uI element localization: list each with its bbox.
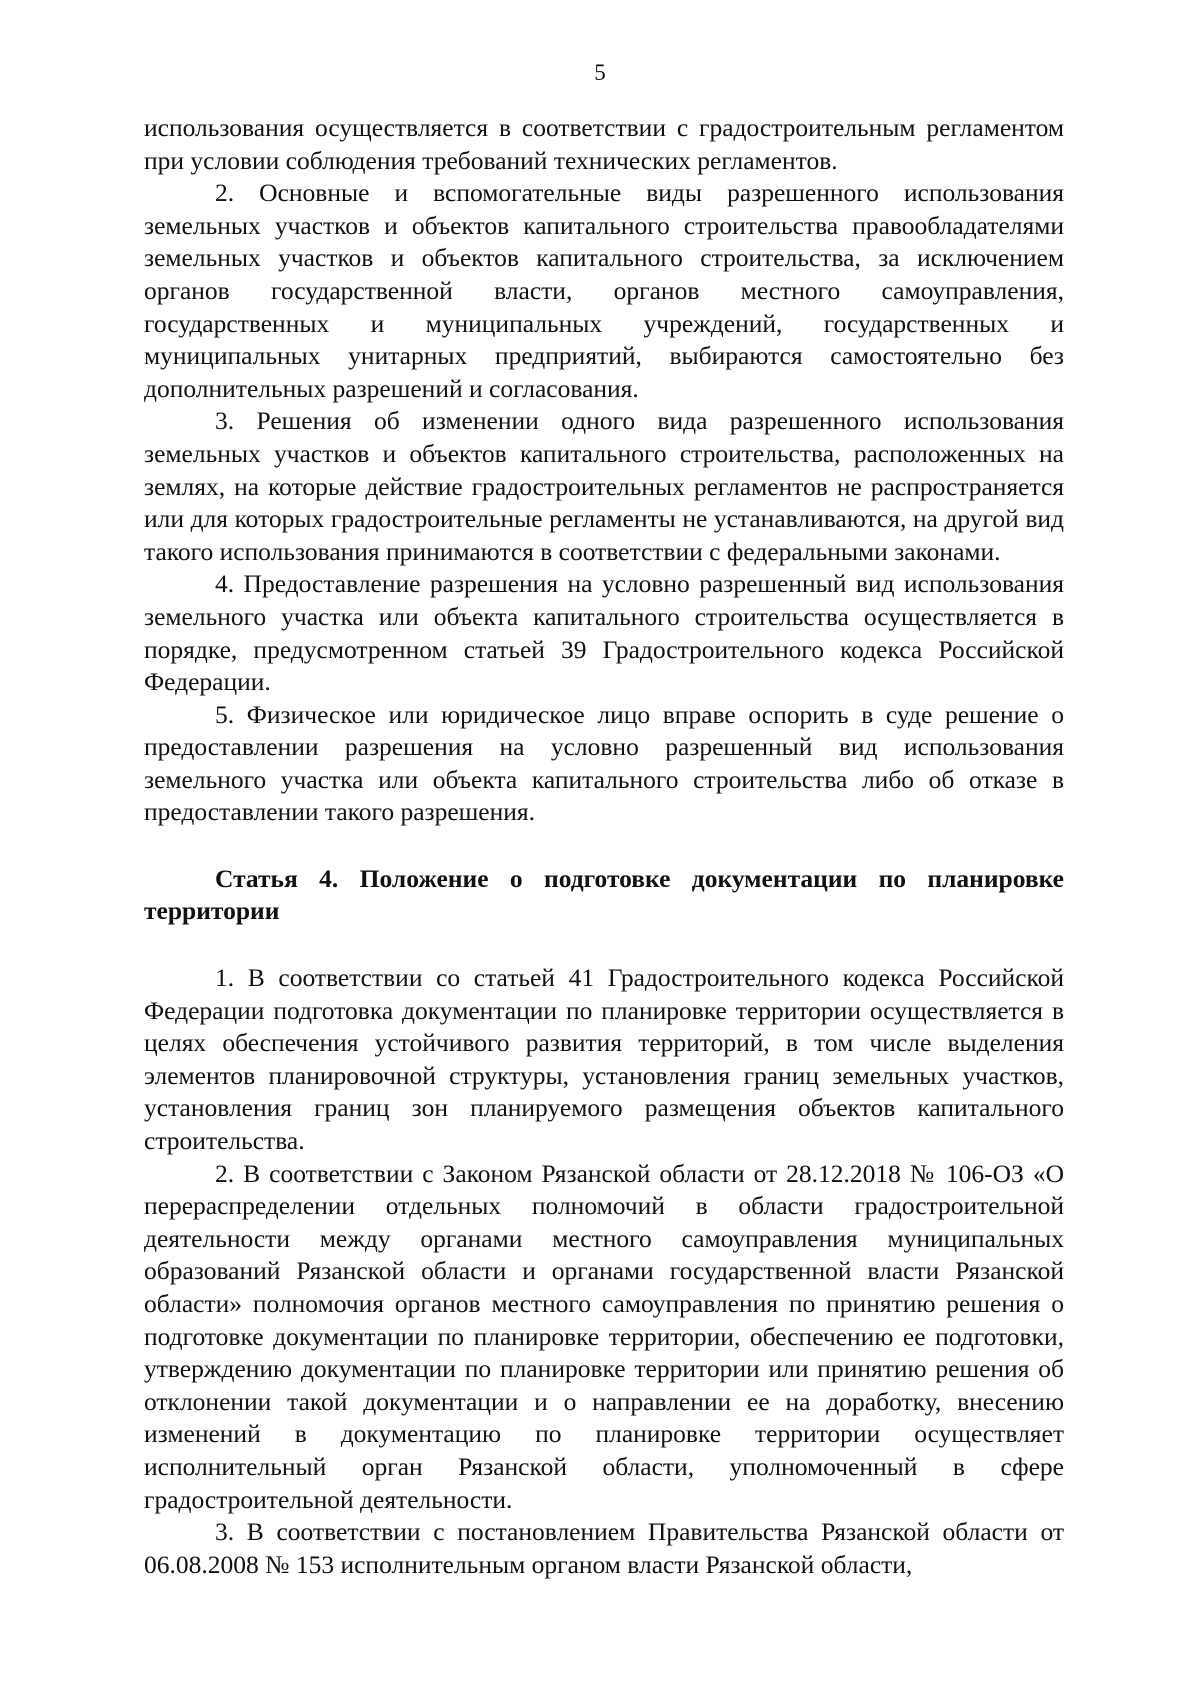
paragraph: использования осуществляется в соответствии с градостроительным регламентом при условии соблюдения требований технических регламентов. (144, 113, 1064, 175)
article-heading: Статья 4. Положение о подготовке документации по планировке территории (144, 864, 1064, 926)
page-number: 5 (594, 60, 606, 85)
paragraph: 4. Предоставление разрешения на условно разрешенный вид использования земельного участка или объекта капитального строительства осуществляется в порядке, предусмотренном статьей 39 Градостроительного кодекса Российской Федерации. (144, 569, 1064, 697)
paragraph: 3. Решения об изменении одного вида разрешенного использования земельных участков и объектов капитального строительства, расположенных на землях, на которые действие градостроительных регламентов не распространяется или для которых градостроительные регламенты не устанавливаются, на другой вид такого использования принимаются в соответствии с федеральными законами. (144, 406, 1064, 566)
paragraph: 5. Физическое или юридическое лицо вправе оспорить в суде решение о предоставлении разрешения на условно разрешенный вид использования земельного участка или объекта капитального строительства либо об отказе в предоставлении такого разрешения. (144, 699, 1064, 827)
paragraph: 3. В соответствии с постановлением Правительства Рязанской области от 06.08.2008 № 153 исполнительным органом власти Рязанской области, (144, 1517, 1064, 1579)
paragraph: 2. Основные и вспомогательные виды разрешенного использования земельных участков и объектов капитального строительства правообладателями земельных участков и объектов капитального строительства, за исключением органов государственной власти, органов местного самоуправления, государственных и муниципальных учреждений, государственных и муниципальных унитарных предприятий, выбираются самостоятельно без дополнительных разрешений и согласования. (144, 178, 1064, 403)
paragraph: 2. В соответствии с Законом Рязанской области от 28.12.2018 № 106-ОЗ «О перераспределении отдельных полномочий в области градостроительной деятельности между органами местного самоуправления муниципальных образований Рязанской области и органами государственной власти Рязанской области» полномочия органов местного самоуправления по принятию решения о подготовке документации по планировке территории, обеспечению ее подготовки, утверждению документации по планировке территории или принятию решения об отклонении такой документации и о направлении ее на доработку, внесению изменений в документацию по планировке территории осуществляет исполнительный орган Рязанской области, уполномоченный в сфере градостроительной деятельности. (144, 1158, 1064, 1514)
document-body (144, 112, 1064, 1581)
paragraph: 1. В соответствии со статьей 41 Градостроительного кодекса Российской Федерации подготовка документации по планировке территории осуществляется в целях обеспечения устойчивого развития территорий, в том числе выделения элементов планировочной структуры, установления границ земельных участков, установления границ зон планируемого размещения объектов капитального строительства. (144, 963, 1064, 1156)
